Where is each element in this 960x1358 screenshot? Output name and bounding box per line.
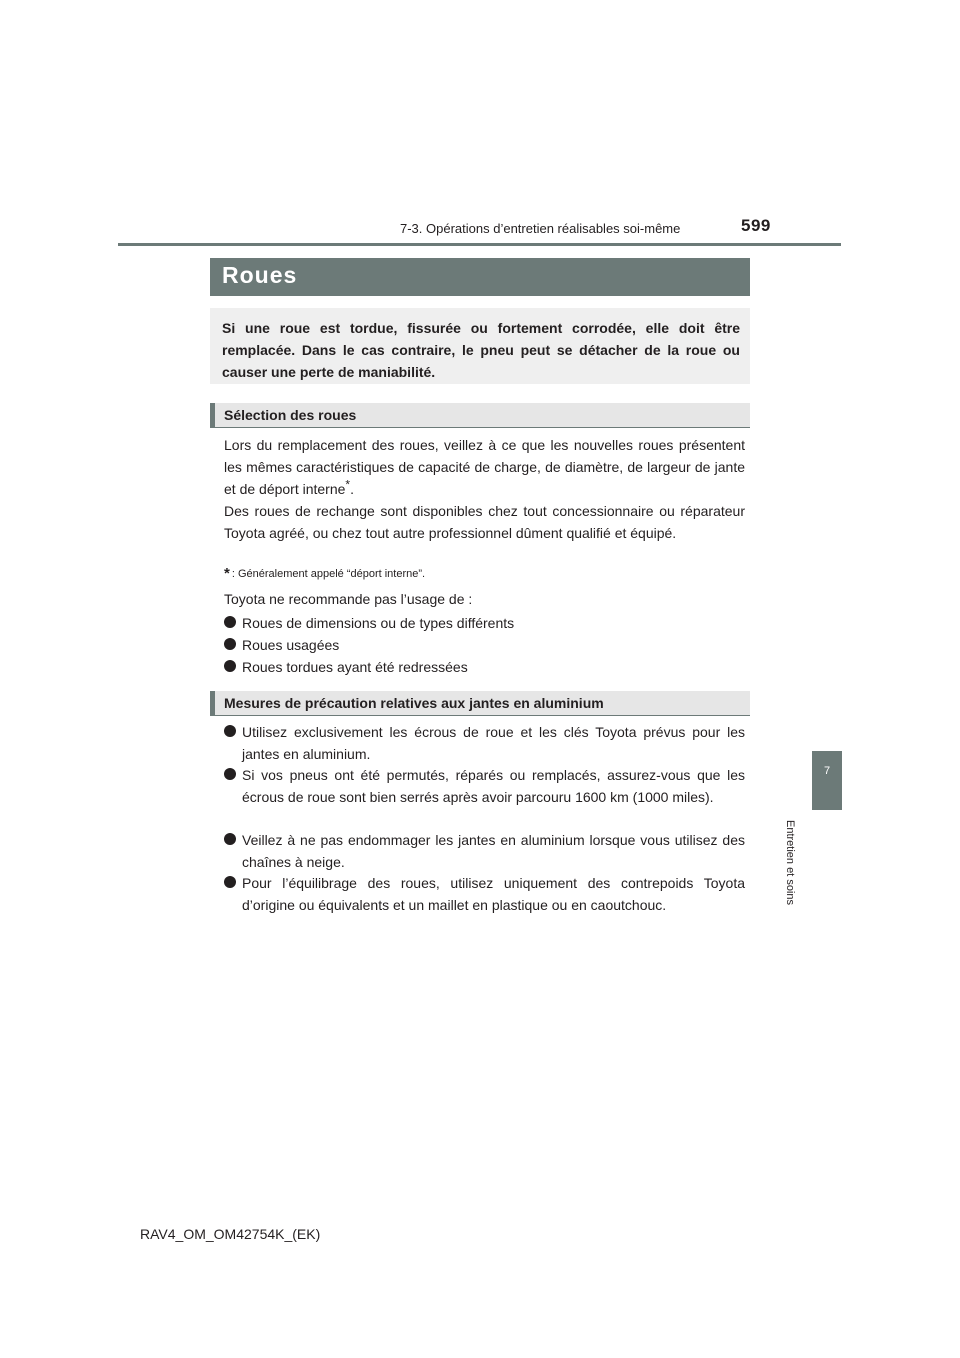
footnote-text: : Généralement appelé “déport interne”. xyxy=(231,568,426,580)
intro-box xyxy=(210,308,750,384)
list-item xyxy=(224,872,745,916)
bullet-icon xyxy=(224,616,236,628)
bullet-icon xyxy=(224,768,236,780)
header-divider xyxy=(118,243,841,246)
page-title: Roues xyxy=(222,262,298,288)
asterisk-mark: * xyxy=(345,477,351,492)
subheading-selection-label: Sélection des roues xyxy=(224,407,357,423)
section-header: 7-3. Opérations d’entretien réalisables soi-même xyxy=(400,221,681,236)
selection-paragraph-1-text: Lors du remplacement des roues, veillez à ce que les nouvelles roues présentent les mêmes caractéristiques de capacité de charge, de diamètre, de largeur de jante et de déport interne xyxy=(224,437,745,497)
list-item-text: Veillez à ne pas endommager les jantes en aluminium lorsque vous utilisez des chaînes à neige. xyxy=(242,832,745,870)
list-item-text: Utilisez exclusivement les écrous de roue et les clés Toyota prévus pour les jantes en aluminium. xyxy=(242,724,745,762)
chapter-label: Entretien et soins xyxy=(784,820,796,905)
document-code: RAV4_OM_OM42754K_(EK) xyxy=(140,1226,321,1242)
subheading-precautions-label: Mesures de précaution relatives aux jantes en aluminium xyxy=(224,695,604,711)
footnote xyxy=(224,565,425,582)
chapter-number: 7 xyxy=(823,765,831,777)
chapter-side-label xyxy=(786,820,806,930)
list-item-text: Roues usagées xyxy=(242,637,340,653)
selection-paragraph-1 xyxy=(224,434,745,500)
selection-paragraph-1-end: . xyxy=(350,481,354,497)
bullet-icon xyxy=(224,638,236,650)
selection-lead: Toyota ne recommande pas l’usage de : xyxy=(224,591,473,607)
chapter-tab xyxy=(812,751,842,810)
list-item xyxy=(224,829,745,873)
list-item-text: Roues tordues ayant été redressées xyxy=(242,659,468,675)
subheading-precautions xyxy=(210,691,750,716)
bullet-icon xyxy=(224,876,236,888)
list-item-text: Pour l’équilibrage des roues, utilisez uniquement des contrepoids Toyota d’origine ou équivalents et un maillet en plastique ou en caoutchouc. xyxy=(242,875,745,913)
list-item-text: Roues de dimensions ou de types différents xyxy=(242,615,515,631)
bullet-icon xyxy=(224,833,236,845)
subheading-selection xyxy=(210,403,750,428)
bullet-icon xyxy=(224,660,236,672)
list-item xyxy=(224,612,745,634)
selection-paragraph-2: Des roues de rechange sont disponibles chez tout concessionnaire ou réparateur Toyota agréé, ou chez tout autre professionnel dûment qualifié et équipé. xyxy=(224,503,745,541)
list-item xyxy=(224,764,745,808)
title-bar xyxy=(210,258,750,296)
list-item xyxy=(224,721,745,765)
list-item xyxy=(224,634,745,656)
intro-text: Si une roue est tordue, fissurée ou fortement corrodée, elle doit être remplacée. Dans le cas contraire, le pneu peut se détacher de la roue ou causer une perte de maniabilité. xyxy=(222,320,740,380)
list-item-text: Si vos pneus ont été permutés, réparés ou remplacés, assurez-vous que les écrous de roue sont bien serrés après avoir parcouru 1600 km (1000 miles). xyxy=(242,767,745,805)
list-item xyxy=(224,656,745,678)
page-number: 599 xyxy=(741,216,771,235)
footnote-mark: * xyxy=(224,565,230,582)
bullet-icon xyxy=(224,725,236,737)
